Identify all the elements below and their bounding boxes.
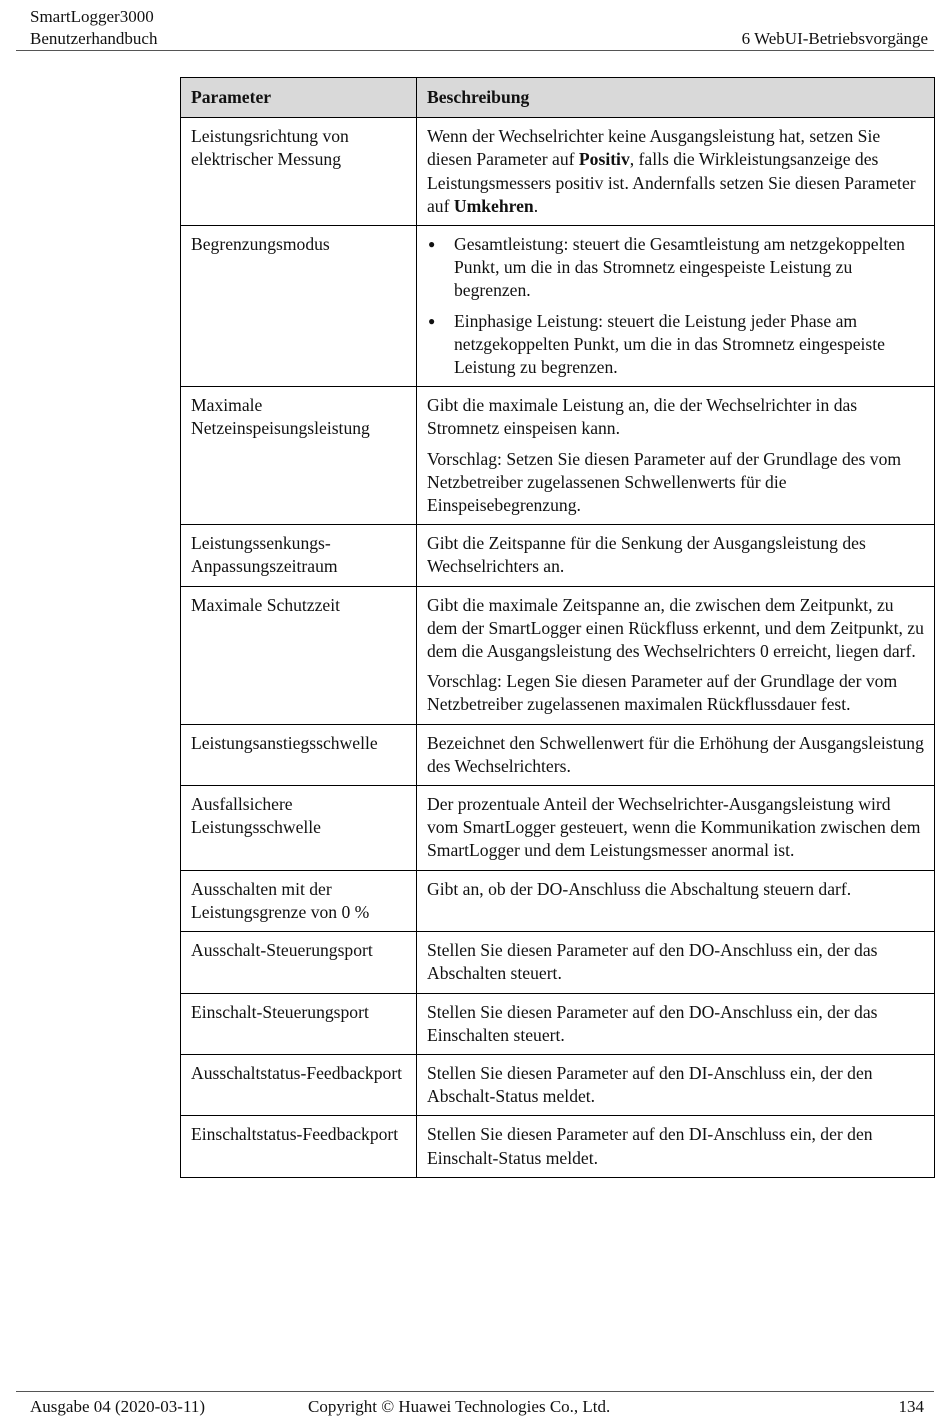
description-text: Der prozentuale Anteil der Wechselrichter-Ausgangsleistung wird vom SmartLogger gesteuert, wenn die Kommunikation zwischen dem SmartLogger und dem Leistungsmesser anormal ist. [427,794,921,861]
description-text: , falls die Wirkleistungsanzeige des Leistungsmessers positiv ist. Andernfalls setzen Sie diesen Parameter auf [427,149,916,216]
table-row [181,1054,935,1115]
copyright-notice: Copyright © Huawei Technologies Co., Ltd. [308,1397,611,1416]
parameter-name: Ausschalten mit der Leistungsgrenze von 0 % [181,870,417,931]
parameter-name: Maximale Netzeinspeisungsleistung [181,387,417,525]
parameter-name: Begrenzungsmodus [181,226,417,387]
description-text: Gibt an, ob der DO-Anschluss die Abschaltung steuern darf. [427,878,852,899]
parameter-description [417,525,935,586]
list-item: ● Gesamtleistung: steuert die Gesamtleistung am netzgekoppelten Punkt, um die in das Stromnetz eingespeiste Leistung zu begrenzen. [427,233,924,303]
table-row [181,724,935,785]
option-value-umkehren: Umkehren [453,195,534,216]
parameter-description [417,786,935,871]
bullet-list [427,233,924,379]
table-row [181,226,935,387]
parameter-description [417,932,935,993]
table-row [181,993,935,1054]
product-name: SmartLogger3000 [30,7,154,26]
description-text: Bezeichnet den Schwellenwert für die Erhöhung der Ausgangsleistung des Wechselrichters. [427,732,924,776]
footer-divider [16,1391,934,1392]
suggestion-text: Vorschlag: Legen Sie diesen Parameter auf der Grundlage der vom Netzbetreiber zugelassenen maximalen Rückflussdauer fest. [427,671,898,715]
option-value-positiv: Positiv [578,149,630,170]
parameter-name: Ausschalt-Steuerungsport [181,932,417,993]
suggestion-text: Vorschlag: Setzen Sie diesen Parameter auf der Grundlage des vom Netzbetreiber zugelassenen Schwellenwerts für die Einspeisebegrenzung. [427,448,902,516]
table-row [181,870,935,931]
parameter-name: Ausfallsichere Leistungsschwelle [181,786,417,871]
document-type: Benutzerhandbuch [30,29,158,48]
parameter-name: Einschaltstatus-Feedbackport [181,1116,417,1177]
parameter-description [417,870,935,931]
table-row [181,387,935,525]
parameter-description [417,1054,935,1115]
table-header-row [181,78,935,118]
parameter-description [417,118,935,226]
description-text: Stellen Sie diesen Parameter auf den DO-Anschluss ein, der das Abschalten steuert. [427,940,878,984]
parameter-description [417,586,935,724]
description-text: Wenn der Wechselrichter keine Ausgangsleistung hat, setzen Sie diesen Parameter auf [427,126,881,170]
chapter-title: 6 WebUI-Betriebsvorgänge [741,29,928,48]
parameter-description [417,993,935,1054]
table-row [181,118,935,226]
parameter-name: Leistungssenkungs-Anpassungszeitraum [181,525,417,586]
table-row [181,525,935,586]
table-row [181,786,935,871]
description-text: Gibt die maximale Leistung an, die der Wechselrichter in das Stromnetz einspeisen kann. [427,395,858,439]
parameter-description [417,724,935,785]
edition-info: Ausgabe 04 (2020-03-11) [30,1397,205,1416]
page-number: 134 [898,1397,924,1416]
column-header-description: Beschreibung [417,78,935,118]
parameter-table [180,77,935,1178]
column-header-parameter: Parameter [181,78,417,118]
description-text: Gibt die maximale Zeitspanne an, die zwischen dem Zeitpunkt, zu dem der SmartLogger einen Rückfluss erkennt, und dem Zeitpunkt, zu dem die Ausgangsleistung des Wechselrichters 0 erreicht, liegen darf. [427,594,924,662]
parameter-description [417,1116,935,1177]
parameter-description [417,387,935,525]
parameter-description [417,226,935,387]
header-divider [16,50,934,51]
description-text: . [533,195,539,216]
parameter-name: Maximale Schutzzeit [181,586,417,724]
description-text: Stellen Sie diesen Parameter auf den DI-Anschluss ein, der den Einschalt-Status meldet. [427,1124,873,1168]
table-row [181,586,935,724]
description-text: Stellen Sie diesen Parameter auf den DI-Anschluss ein, der den Abschalt-Status meldet. [427,1062,873,1107]
table-row [181,932,935,993]
parameter-name: Leistungsanstiegsschwelle [181,724,417,785]
list-item: ● Einphasige Leistung: steuert die Leistung jeder Phase am netzgekoppelten Punkt, um die in das Stromnetz eingespeiste Leistung zu begrenzen. [427,310,924,380]
parameter-name: Einschalt-Steuerungsport [181,993,417,1054]
description-text: Gibt die Zeitspanne für die Senkung der Ausgangsleistung des Wechselrichters an. [427,533,866,577]
parameter-name: Leistungsrichtung von elektrischer Messung [181,118,417,226]
parameter-name: Ausschaltstatus-Feedbackport [181,1054,417,1115]
description-text: Stellen Sie diesen Parameter auf den DO-Anschluss ein, der das Einschalten steuert. [427,1001,878,1045]
table-row [181,1116,935,1177]
header-left [30,6,157,50]
